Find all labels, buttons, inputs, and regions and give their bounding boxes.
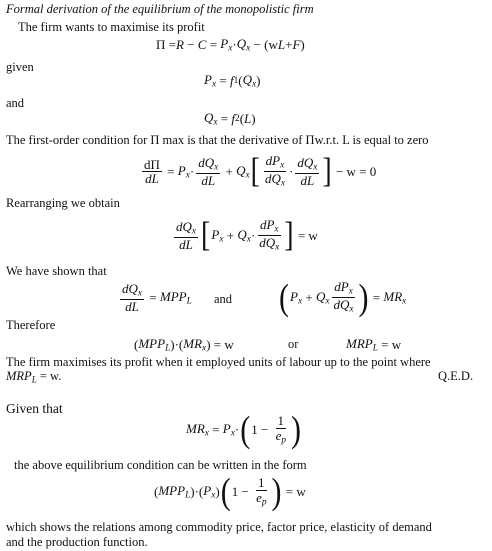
- text-relations-1: which shows the relations among commodity price, factor price, elasticity of demand: [6, 520, 432, 534]
- text-and-middle: and: [214, 292, 233, 306]
- equation-profit: Π = R − C = $P_x$ · $Q_x$ − (w L + F ): [156, 36, 305, 54]
- equation-quantity: $Q_x$ = f 2 ( L ): [204, 110, 256, 128]
- equation-mpp: $\frac{dQ_x}{dL}$ = $MPP_L$: [122, 281, 192, 315]
- text-qed: Q.E.D.: [438, 369, 474, 383]
- text-shown: We have shown that: [6, 264, 107, 278]
- equation-final: ( $MPP_L$ )·( $P_x$ ) ( 1 − $\frac{1}{e_p}$ ) = w: [154, 470, 306, 512]
- equation-mrp: $MRP_L$ = w: [346, 336, 402, 354]
- text-given-that: Given that: [6, 401, 63, 416]
- equation-foc: $\frac{d\Pi}{dL}$ = $P_x$ · $\frac{dQ_x}{dL}$ + $Q_x$ [ $\frac{dP_x}{dQ_x}$ · $\frac{dQ_x}{dL}$ ] − w = 0: [144, 151, 377, 191]
- text-given: given: [6, 60, 34, 74]
- page-title: Formal derivation of the equilibrium of the monopolistic firm: [6, 2, 314, 16]
- text-rearranging: Rearranging we obtain: [6, 196, 120, 210]
- equation-mr-elasticity: $MR_x$ = $P_x$ · ( 1 − $\frac{1}{e_p}$ ): [186, 408, 302, 450]
- text-above: the above equilibrium condition can be written in the form: [14, 458, 307, 472]
- text-and: and: [6, 96, 25, 110]
- equation-mpp-mr: ( $MPP_L$ )·( $MR_x$ ) = w: [134, 336, 234, 354]
- text-foc: The first-order condition for Π max is that the derivative of Πw.r.t. L is equal to zero: [6, 133, 429, 147]
- text-maximises: The firm maximises its profit when it employed units of labour up to the point where: [6, 355, 431, 369]
- equation-mr: ( $P_x$ + $Q_x$ $\frac{dP_x}{dQ_x}$ ) = $MR_x$: [279, 276, 407, 318]
- equation-price: $P_x$ = f 1 ( $Q_x$ ): [204, 72, 261, 90]
- text-therefore: Therefore: [6, 318, 56, 332]
- equation-inline-mrp: $MRP_L$ = w.: [6, 369, 62, 385]
- text-or: or: [288, 337, 299, 351]
- equation-rearranged: $\frac{dQ_x}{dL}$ [ $P_x$ + $Q_x$ · $\frac{dP_x}{dQ_x}$ ] = w: [176, 215, 318, 255]
- text-relations-2: and the production function.: [6, 535, 148, 549]
- text-profit-max: The firm wants to maximise its profit: [18, 20, 205, 34]
